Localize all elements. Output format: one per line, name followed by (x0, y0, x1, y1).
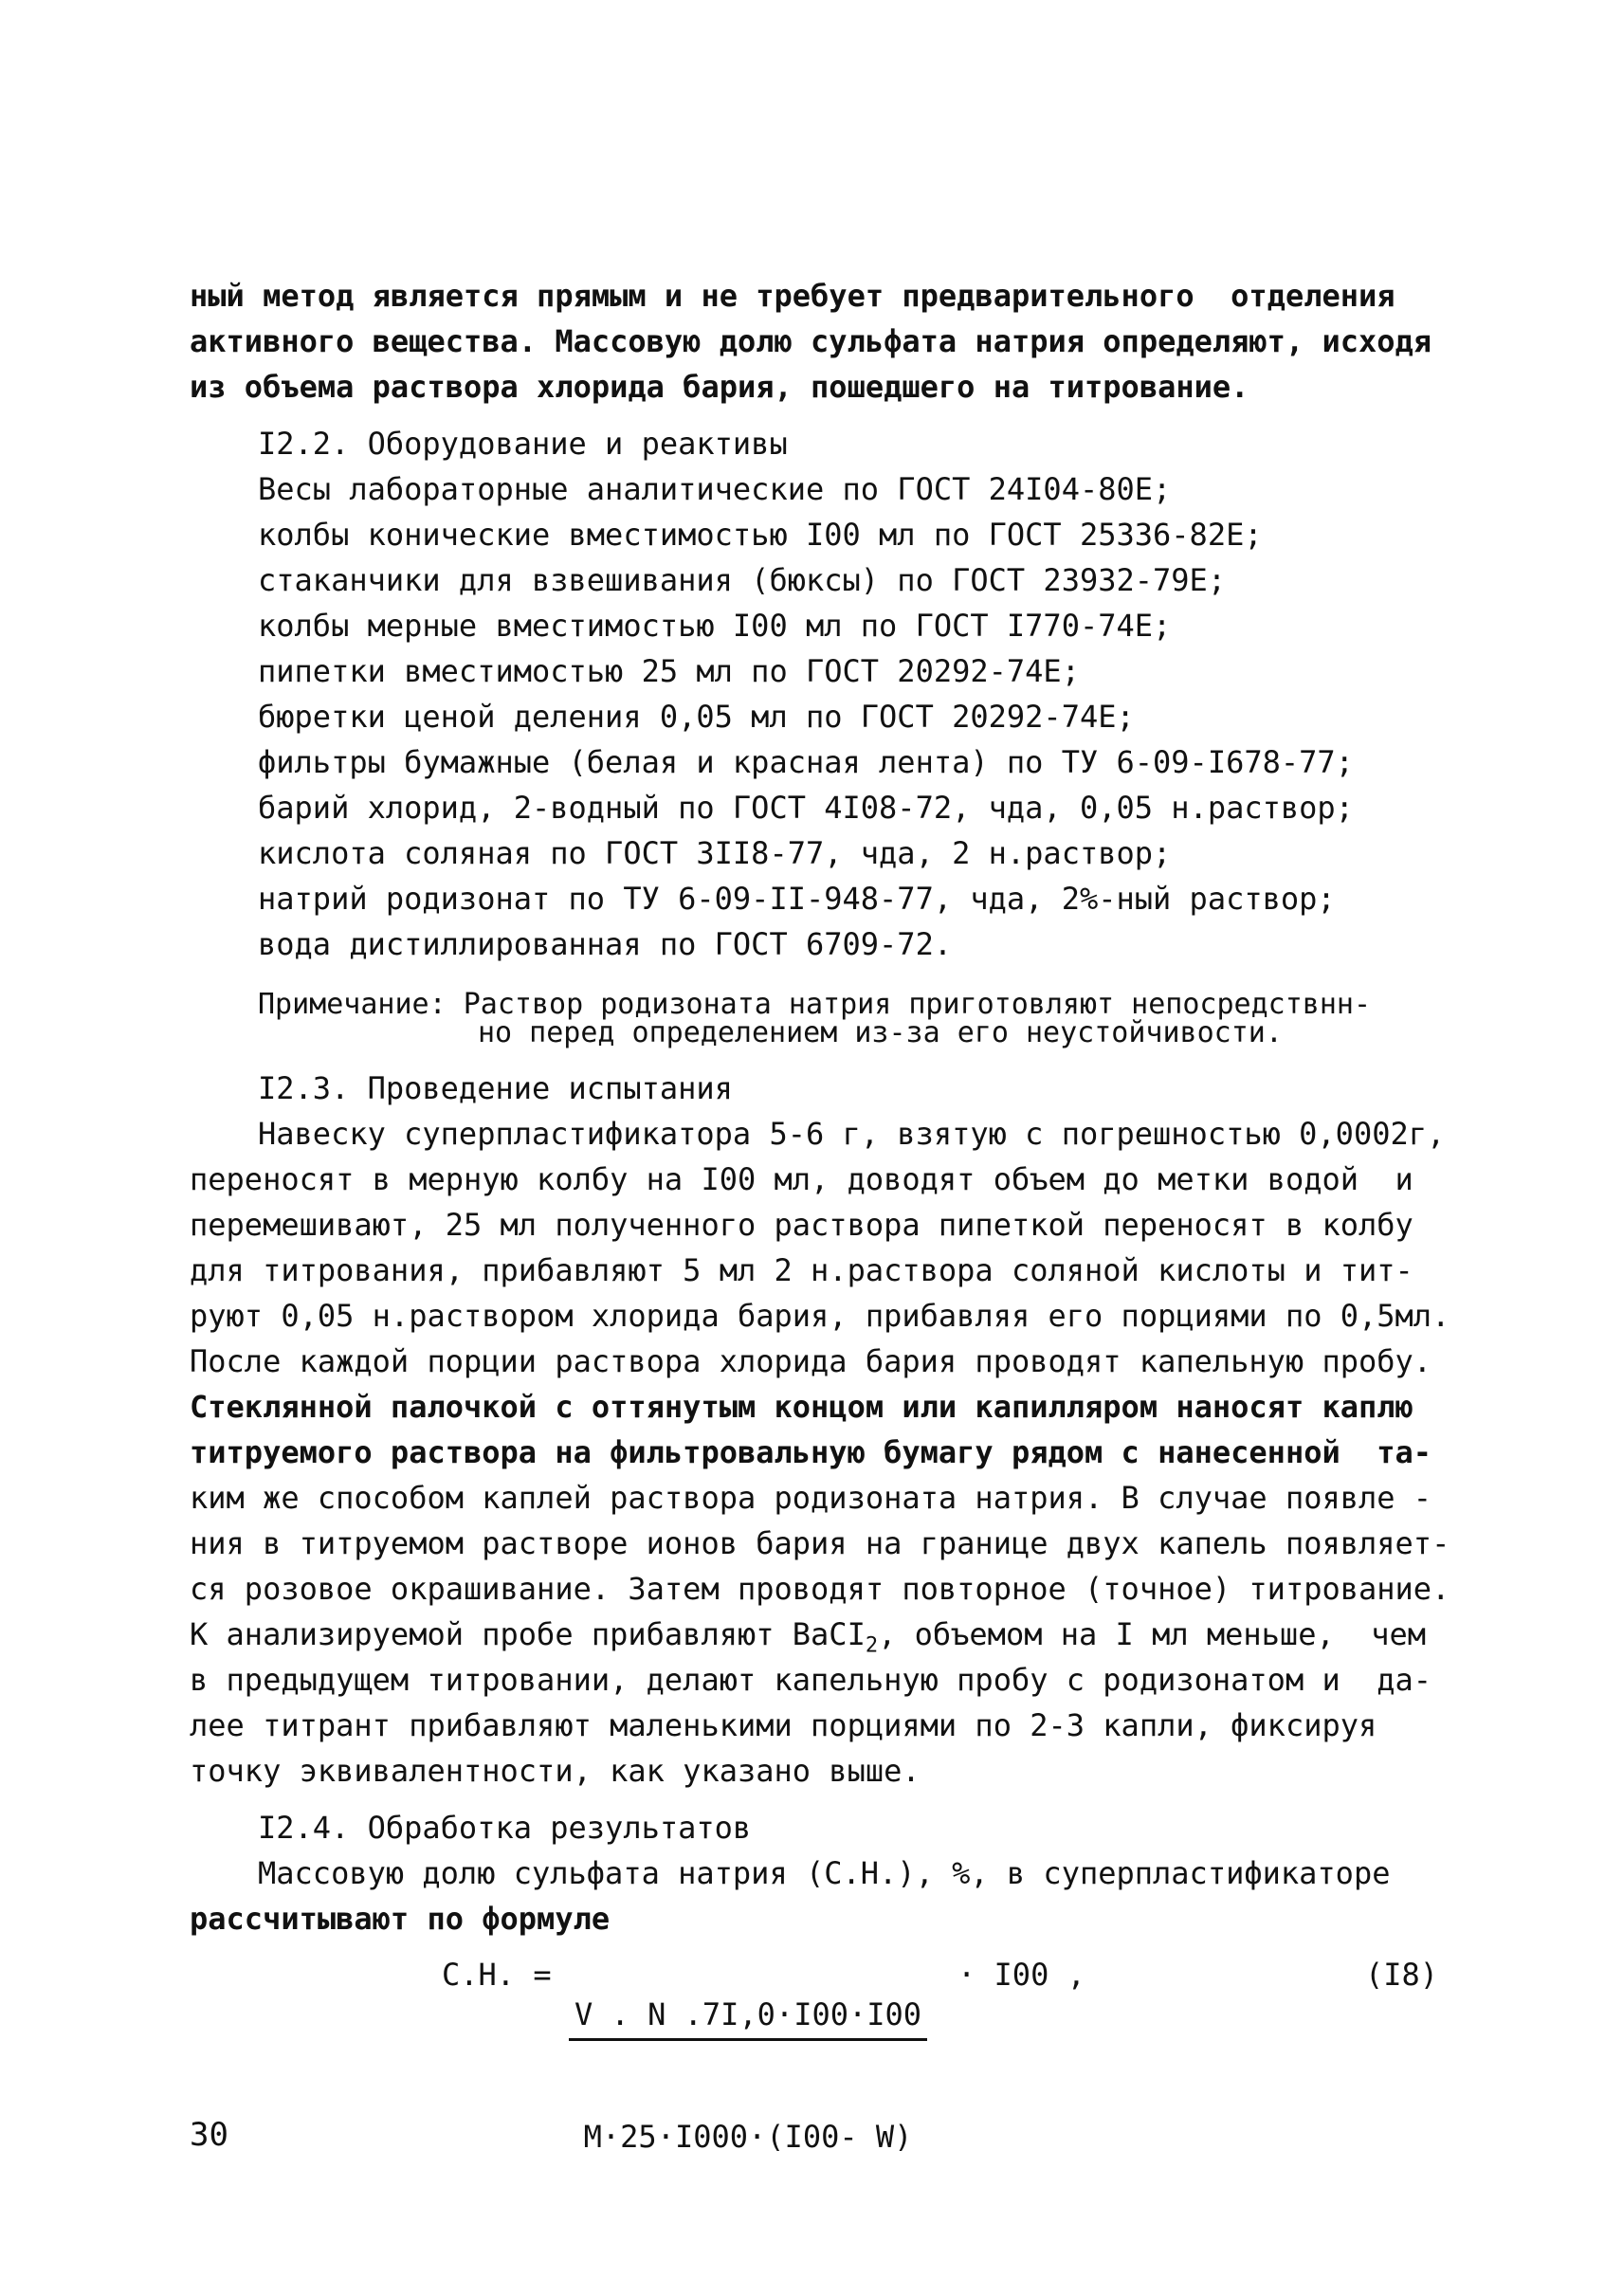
procedure-line: титруемого раствора на фильтровальную бумагу рядом с нанесенной та- (190, 1434, 1432, 1470)
equipment-item: Весы лабораторные аналитические по ГОСТ 24I04-80Е; (258, 471, 1172, 507)
section-12-4-heading: I2.4. Обработка результатов (258, 1810, 752, 1846)
procedure-line: для титрования, прибавляют 5 мл 2 н.раствора соляной кислоты и тит- (190, 1252, 1413, 1288)
procedure-line: После каждой порции раствора хлорида бария проводят капельную пробу. (190, 1343, 1432, 1379)
formula-denominator: М·25·I000·(I00- W) (583, 2119, 913, 2155)
results-line-1: Массовую долю сульфата натрия (С.Н.), %, в суперпластификаторе (258, 1855, 1391, 1891)
bacl-line-prefix: К анализируемой пробе прибавляют ВаСI (190, 1616, 866, 1652)
equipment-item: колбы конические вместимостью I00 мл по ГОСТ 25336-82Е; (258, 517, 1263, 553)
equipment-item: пипетки вместимостью 25 мл по ГОСТ 20292-74Е; (258, 653, 1080, 689)
bacl-line-suffix: , объемом на I мл меньше, чем (878, 1616, 1427, 1652)
formula-lhs: С.Н. = (442, 1957, 552, 1993)
section-12-3-heading: I2.3. Проведение испытания (258, 1070, 733, 1106)
procedure-line: ния в титруемом растворе ионов бария на границе двух капель появляет- (190, 1525, 1450, 1561)
procedure-line: точку эквивалентности, как указано выше. (190, 1753, 921, 1789)
formula-number: (I8) (1365, 1957, 1439, 1993)
procedure-line: Навеску суперпластификатора 5-6 г, взятую с погрешностью 0,0002г, (258, 1116, 1446, 1152)
intro-line-3: из объема раствора хлорида бария, пошедшего на титрование. (190, 369, 1249, 405)
results-line-2: рассчитывают по формуле (190, 1901, 611, 1937)
note-line-1: Примечание: Раствор родизоната натрия приготовляют непосредствнн- (258, 988, 1371, 1021)
equipment-item: барий хлорид, 2-водный по ГОСТ 4I08-72, чда, 0,05 н.раствор; (258, 790, 1354, 826)
note-line-2: но перед определением из-за его неустойчивости. (478, 1016, 1283, 1049)
section-12-2-heading: I2.2. Оборудование и реактивы (258, 426, 788, 462)
formula-fraction (569, 1924, 927, 2227)
formula-numerator: V . N .7I,0·I00·I00 (569, 1996, 927, 2041)
equipment-item: стаканчики для взвешивания (бюксы) по ГОСТ 23932-79Е; (258, 562, 1227, 598)
page-number: 30 (190, 2116, 228, 2154)
bacl-line (190, 1615, 1426, 1665)
intro-line-2: активного вещества. Массовую долю сульфата натрия определяют, исходя (190, 323, 1432, 359)
procedure-line: ся розовое окрашивание. Затем проводят повторное (точное) титрование. (190, 1571, 1450, 1607)
formula-rhs: · I00 , (957, 1957, 1085, 1993)
equipment-item: бюретки ценой деления 0,05 мл по ГОСТ 20292-74Е; (258, 699, 1135, 735)
equipment-item: натрий родизонат по ТУ 6-09-II-948-77, чда, 2%-ный раствор; (258, 881, 1336, 917)
procedure-line: переносят в мерную колбу на I00 мл, доводят объем до метки водой и (190, 1161, 1413, 1197)
procedure-line: руют 0,05 н.раствором хлорида бария, прибавляя его порциями по 0,5мл. (190, 1298, 1450, 1334)
procedure-line: ким же способом каплей раствора родизоната натрия. В случае появле - (190, 1480, 1432, 1516)
procedure-line: лее титрант прибавляют маленькими порциями по 2-3 капли, фиксируя (190, 1707, 1377, 1743)
bacl-subscript: 2 (865, 1633, 879, 1658)
equipment-item: кислота соляная по ГОСТ 3II8-77, чда, 2 н.раствор; (258, 835, 1172, 871)
procedure-line: перемешивают, 25 мл полученного раствора пипеткой переносят в колбу (190, 1207, 1413, 1243)
procedure-line: в предыдущем титровании, делают капельную пробу с родизонатом и да- (190, 1662, 1432, 1698)
equipment-item: вода дистиллированная по ГОСТ 6709-72. (258, 926, 953, 962)
equipment-item: колбы мерные вместимостью I00 мл по ГОСТ I770-74Е; (258, 608, 1172, 644)
intro-line-1: ный метод является прямым и не требует предварительного отделения (190, 278, 1395, 314)
equipment-item: фильтры бумажные (белая и красная лента) по ТУ 6-09-I678-77; (258, 744, 1354, 780)
procedure-line: Стеклянной палочкой с оттянутым концом или капилляром наносят каплю (190, 1389, 1413, 1425)
